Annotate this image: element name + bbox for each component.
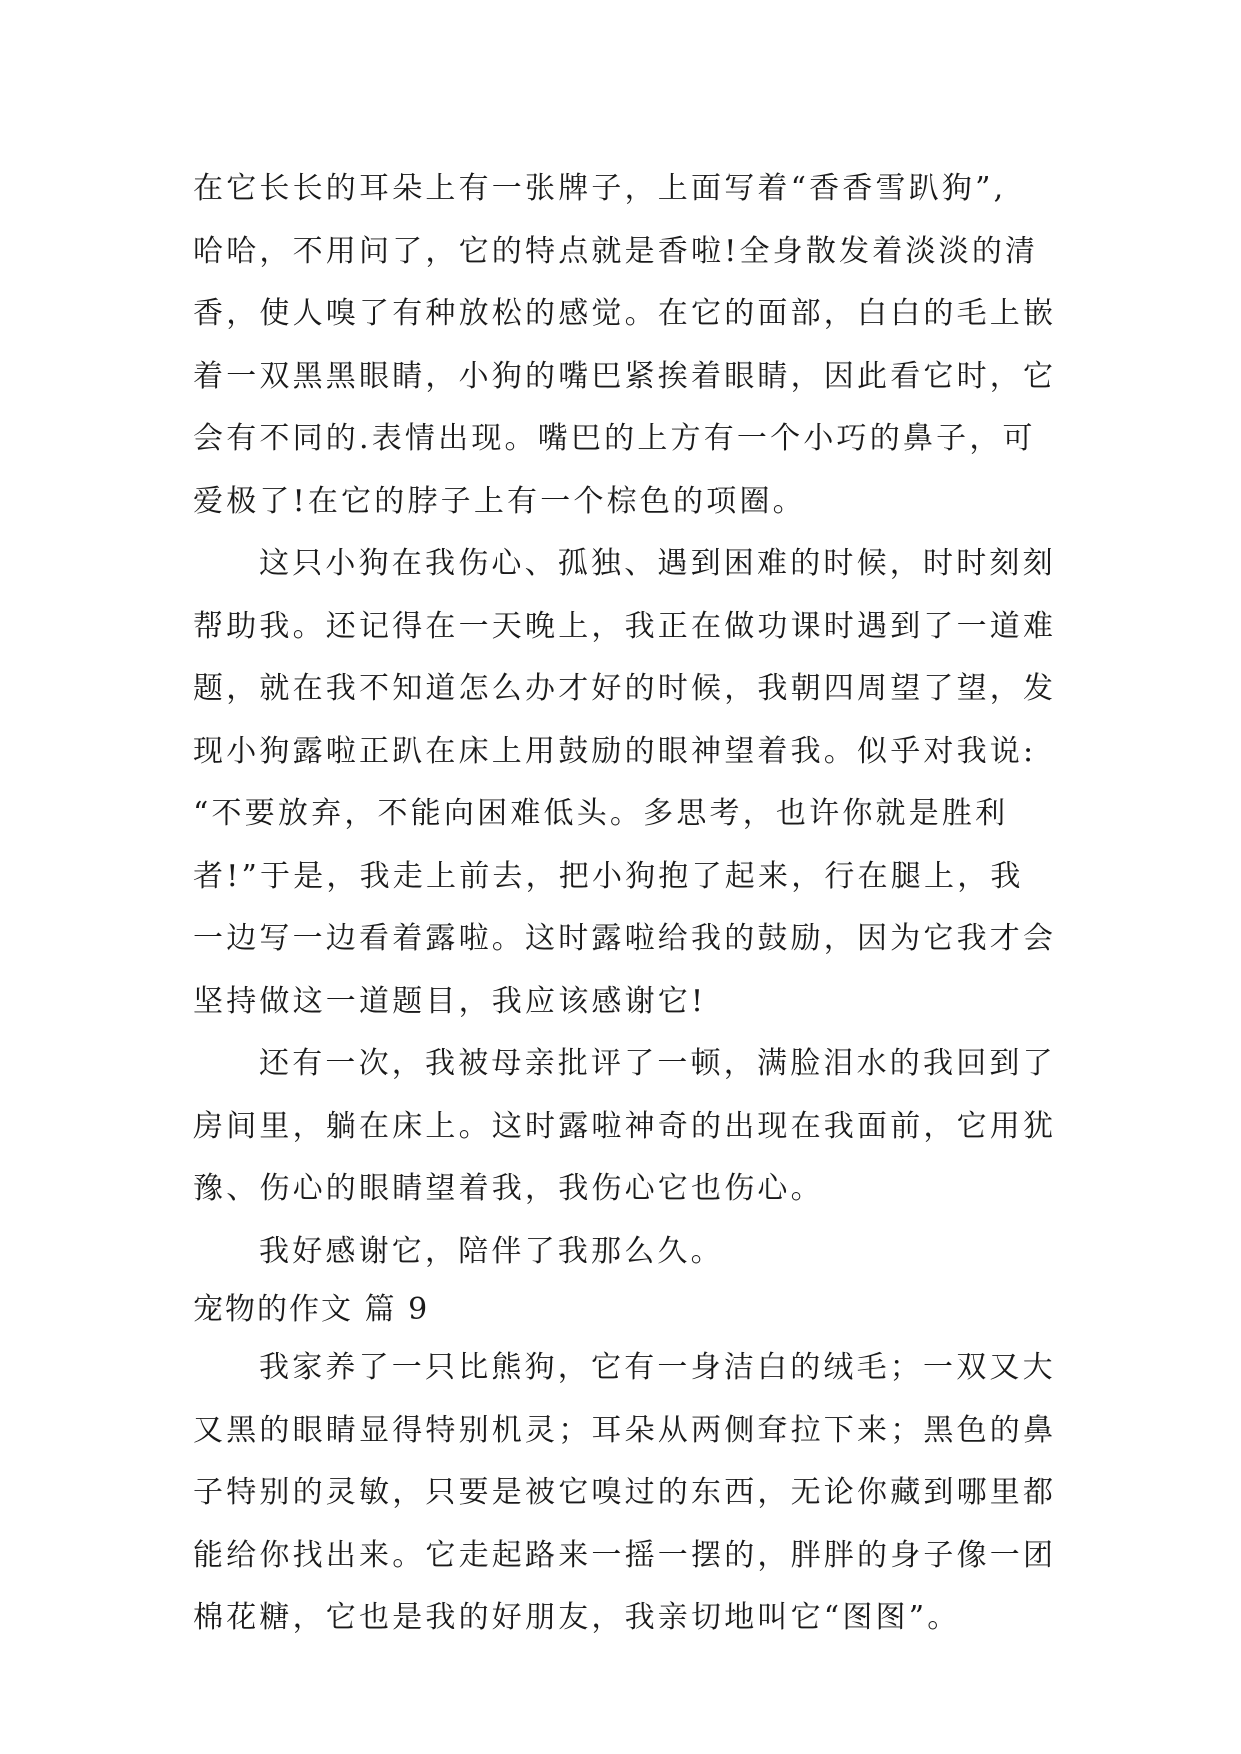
text-line: 者!”于是，我走上前去，把小狗抱了起来，行在腿上，我: [193, 858, 1024, 894]
text-line: 又黑的眼睛显得特别机灵；耳朵从两侧耷拉下来；黑色的鼻: [193, 1412, 1057, 1448]
text-line: 能给你找出来。它走起路来一摇一摆的，胖胖的身子像一团: [193, 1537, 1057, 1573]
text-line: 爱极了!在它的脖子上有一个棕色的项圈。: [193, 483, 806, 519]
text-line: 着一双黑黑眼睛，小狗的嘴巴紧挨着眼睛，因此看它时，它: [193, 358, 1057, 394]
text-line: 还有一次，我被母亲批评了一顿，满脸泪水的我回到了: [259, 1046, 1056, 1081]
text-line: 哈哈，不用问了，它的特点就是香啦!全身散发着淡淡的清: [193, 233, 1039, 269]
text-line: 香，使人嗅了有种放松的感觉。在它的面部，白白的毛上嵌: [193, 296, 1057, 331]
section-title: 宠物的作文 篇 9: [193, 1292, 430, 1327]
text-line: 在它长长的耳朵上有一张牌子，上面写着“香香雪趴狗”,: [193, 171, 1007, 206]
text-line: 棉花糖，它也是我的好朋友，我亲切地叫它“图图”。: [193, 1600, 961, 1635]
text-line: “不要放弃，不能向困难低头。多思考，也许你就是胜利: [193, 796, 1009, 831]
text-line: 题，就在我不知道怎么办才好的时候，我朝四周望了望，发: [193, 671, 1057, 706]
text-line: 现小狗露啦正趴在床上用鼓励的眼神望着我。似乎对我说:: [193, 733, 1037, 769]
text-line: 豫、伤心的眼睛望着我，我伤心它也伤心。: [193, 1171, 824, 1206]
text-line: 会有不同的.表情出现。嘴巴的上方有一个小巧的鼻子，可: [193, 421, 1036, 456]
text-line: 一边写一边看着露啦。这时露啦给我的鼓励，因为它我才会: [193, 921, 1057, 956]
document-page: [193, 158, 1057, 1650]
text-line: 子特别的灵敏，只要是被它嗅过的东西，无论你藏到哪里都: [193, 1475, 1057, 1510]
text-line: 房间里，躺在床上。这时露啦神奇的出现在我面前，它用犹: [193, 1108, 1057, 1144]
text-line: 帮助我。还记得在一天晚上，我正在做功课时遇到了一道难: [193, 608, 1057, 644]
text-line: 我好感谢它，陪伴了我那么久。: [259, 1233, 724, 1269]
text-line: 坚持做这一道题目，我应该感谢它!: [193, 983, 707, 1019]
text-line: 我家养了一只比熊狗，它有一身洁白的绒毛；一双又大: [259, 1350, 1056, 1385]
text-line: 这只小狗在我伤心、孤独、遇到困难的时候，时时刻刻: [259, 546, 1056, 581]
